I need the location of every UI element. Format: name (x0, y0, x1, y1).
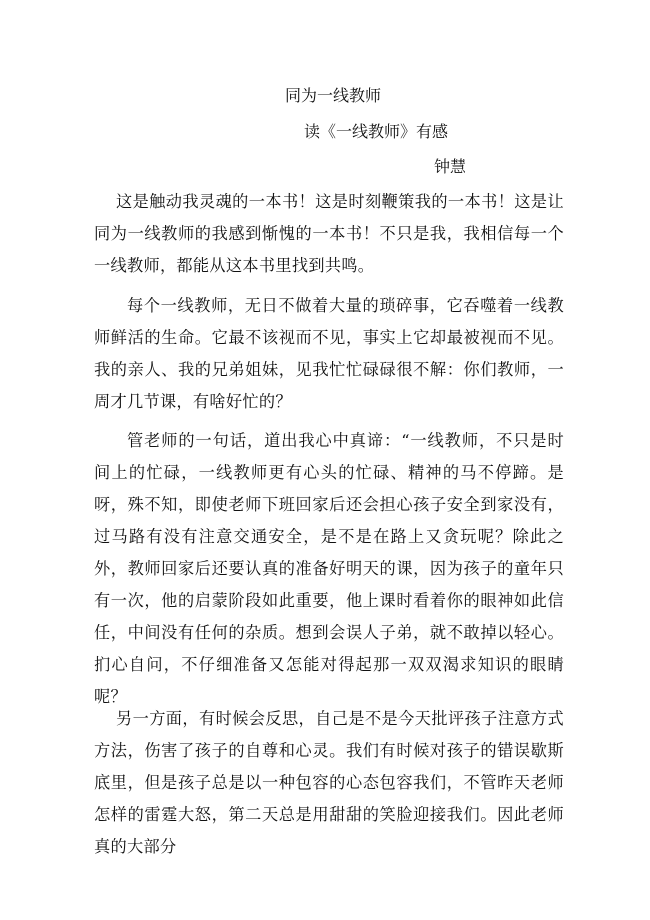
paragraph-2: 每个一线教师，无日不做着大量的琐碎事，它吞噬着一线教师鲜活的生命。它最不该视而不见，事实上它却最被视而不见。我的亲人、我的兄弟姐妹，见我忙忙碌碌很不解：你们教师，一周才几节课，有啥好忙的？ (94, 296, 564, 411)
paragraph-4: 另一方面，有时候会反思，自己是不是今天批评孩子注意方式方法，伤害了孩子的自尊和心灵。我们有时候对孩子的错误歇斯底里，但是孩子总是以一种包容的心态包容我们，不管昨天老师怎样的雷霆大怒，第二天总是用甜甜的笑脸迎接我们。因此老师真的大部分 (94, 709, 564, 856)
document-author: 钟慧 (434, 157, 467, 176)
document-subtitle: 读《一线教师》有感 (304, 122, 449, 141)
paragraph-3: 管老师的一句话，道出我心中真谛：“一线教师，不只是时间上的忙碌，一线教师更有心头的忙碌、精神的马不停蹄。是呀，殊不知，即使老师下班回家后还会担心孩子安全到家没有，过马路有没有注意交通安全，是不是在路上又贪玩呢？除此之外，教师回家后还要认真的准备好明天的课，因为孩子的童年只有一次，他的启蒙阶段如此重要，他上课时看着你的眼神如此信任，中间没有任何的杂质。想到会误人子弟，就不敢掉以轻心。扪心自问，不仔细准备又怎能对得起那一双双渴求知识的眼睛呢？ (94, 431, 564, 706)
document-title: 同为一线教师 (284, 86, 381, 105)
paragraph-1: 这是触动我灵魂的一本书！这是时刻鞭策我的一本书！这是让同为一线教师的我感到惭愧的一本书！不只是我，我相信每一个一线教师，都能从这本书里找到共鸣。 (94, 192, 564, 275)
